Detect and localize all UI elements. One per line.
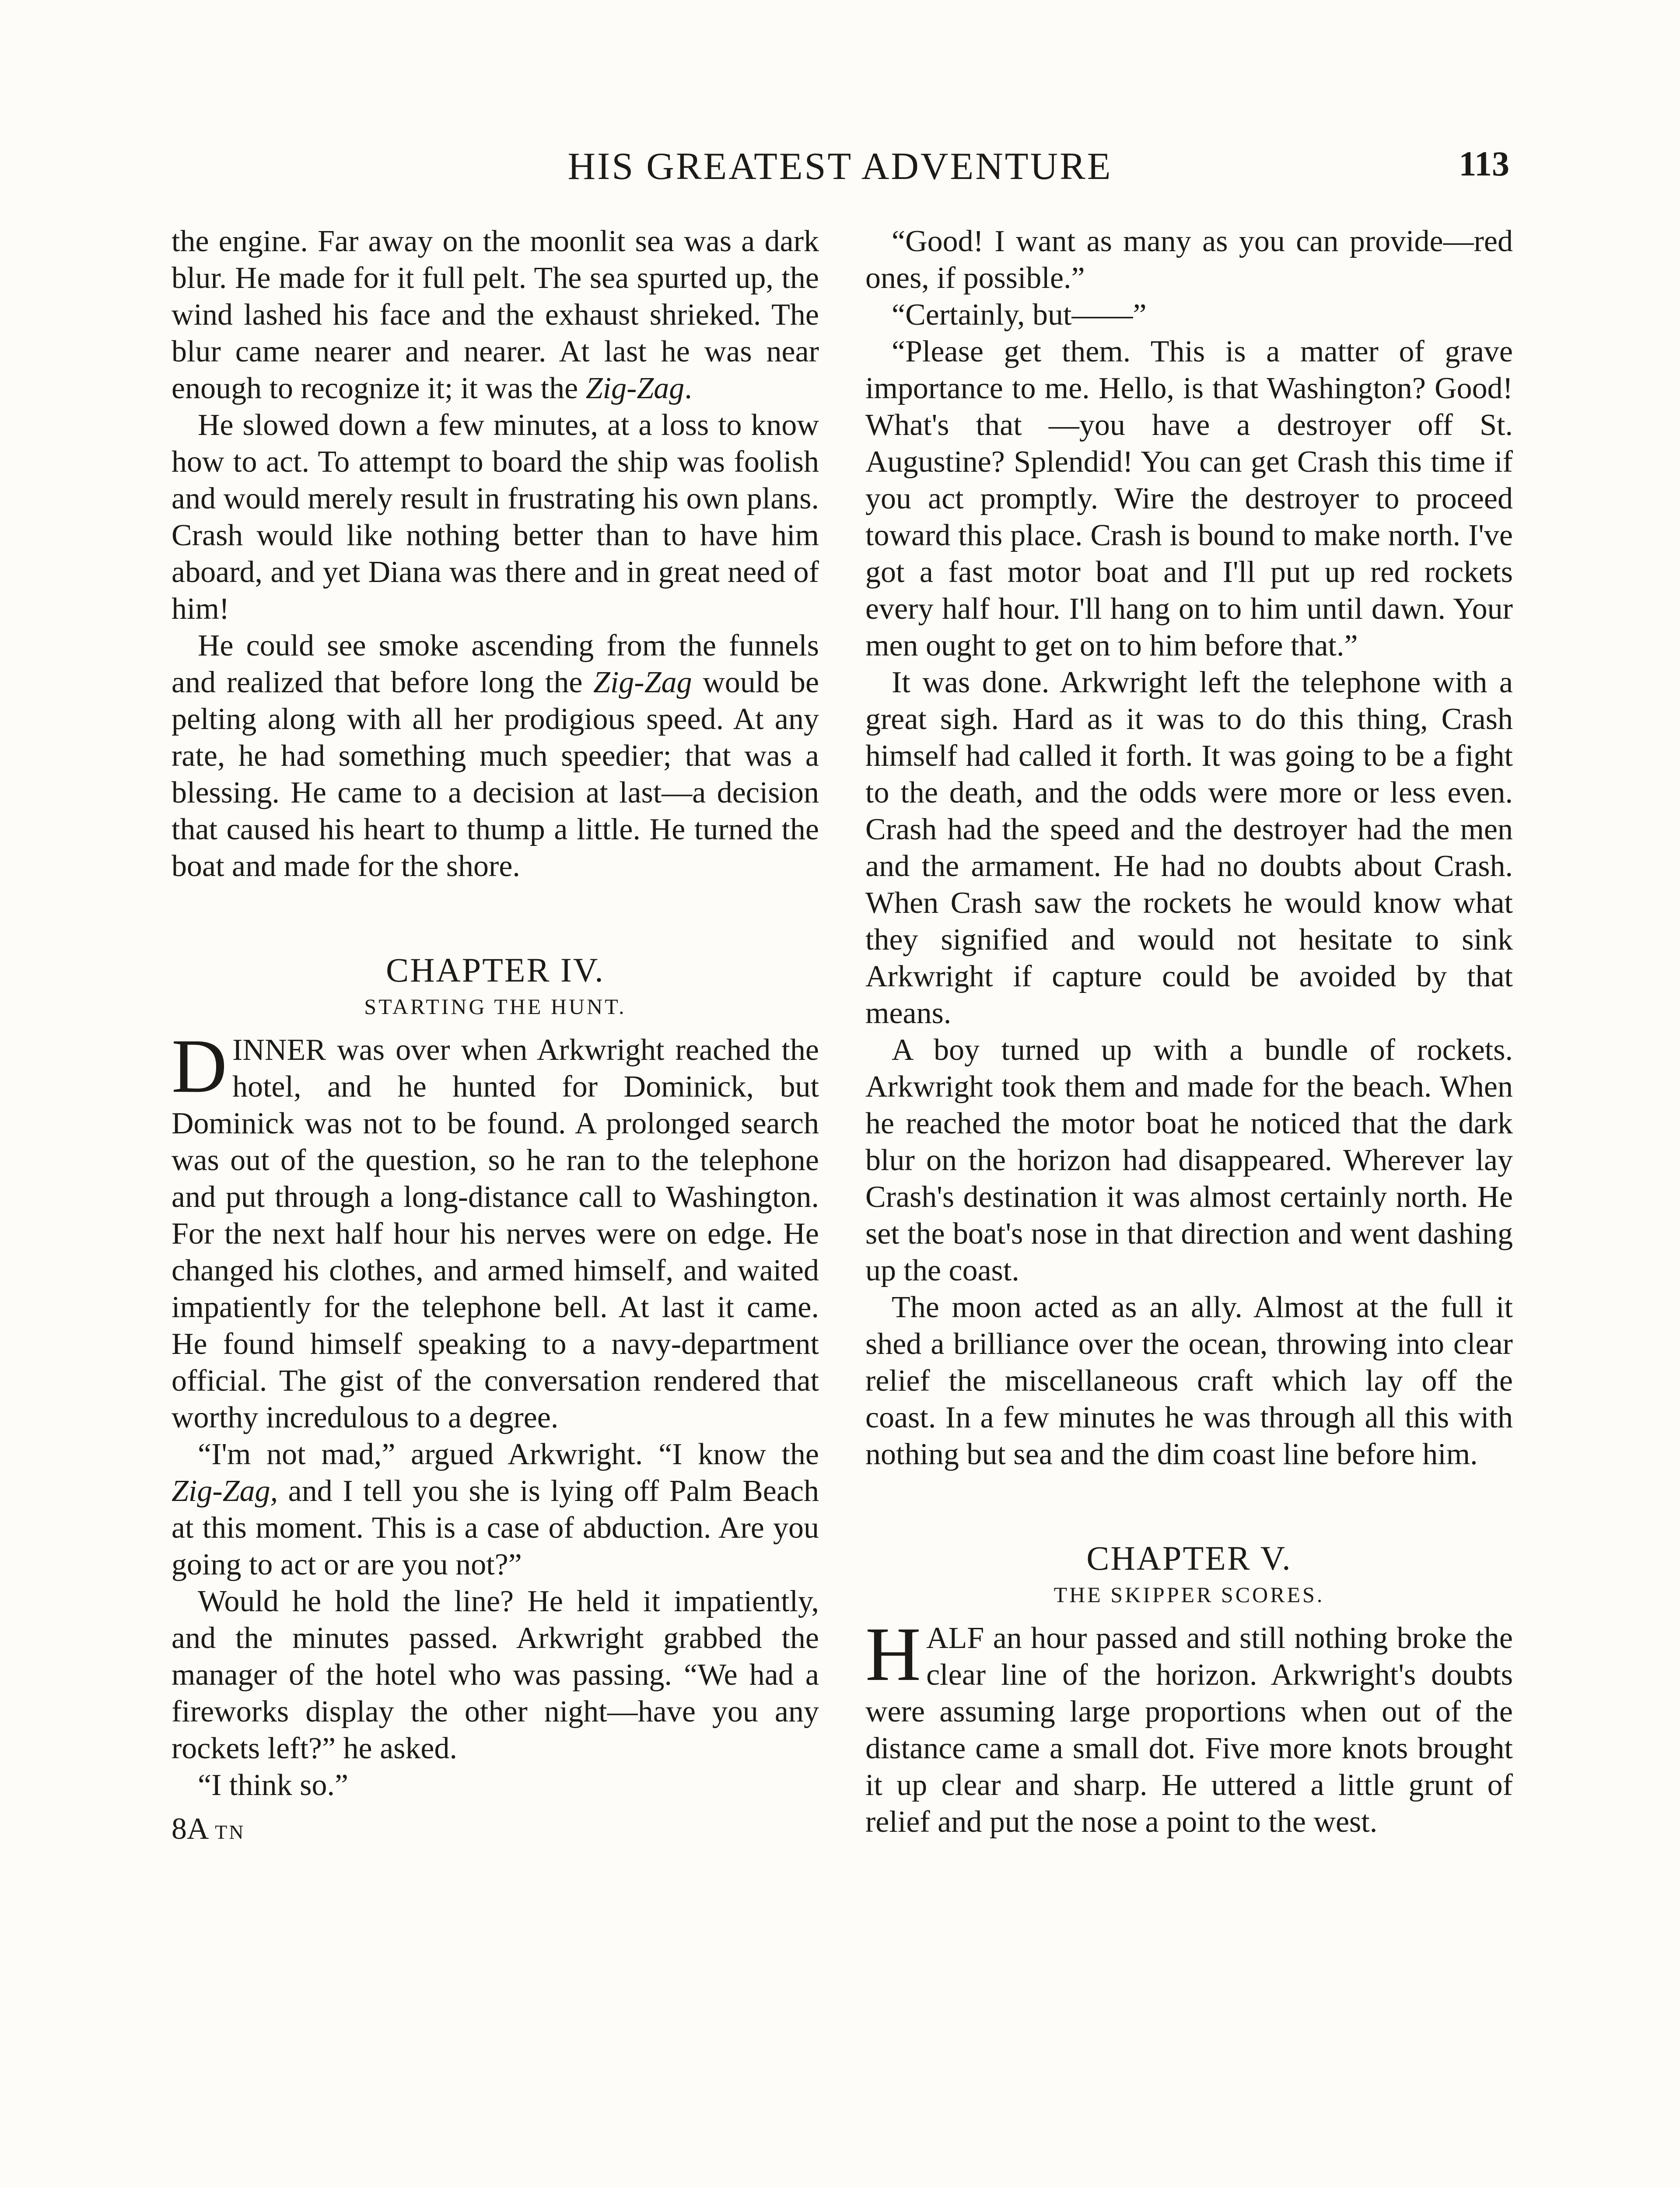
paragraph: the engine. Far away on the moonlit sea was a dark blur. He made for it full pelt. The sea spurted up, the wind lashed his face and the exhaust shrieked. The blur came nearer and nearer. At last he was near enough to recognize it; it was the Zig-Zag.	[172, 224, 819, 405]
printer-signature: 8A TN	[172, 1812, 245, 1846]
chapter-subtitle: THE SKIPPER SCORES.	[1054, 1582, 1325, 1607]
paragraph: It was done. Arkwright left the telephone with a great sigh. Hard as it was to do this thing, Crash himself had called it forth. It was going to be a fight to the death, and the odds were more or less even. Crash had the speed and the destroyer had the men and the armament. He had no doubts about Crash. When Crash saw the rockets he would know what they signified and would not hesitate to sink Arkwright if capture could be avoided by that means.	[865, 666, 1513, 1030]
paragraph: He slowed down a few minutes, at a loss to know how to act. To attempt to board the ship was foolish and would merely result in frustrating his own plans. Crash would like nothing better than to have him aboard, and yet Diana was there and in great need of him!	[172, 408, 819, 626]
chapter-subtitle: STARTING THE HUNT.	[364, 994, 626, 1019]
paragraph: “Please get them. This is a matter of grave importance to me. Hello, is that Washington? Good! What's that —you have a destroyer off St. Augustine? Splendid! You can get Crash this time if you act promptly. Wire the destroyer to proceed toward this place. Crash is bound to make north. I've got a fast motor boat and I'll put up red rockets every half hour. I'll hang on to him until dawn. Your men ought to get on to him before that.”	[865, 335, 1513, 663]
paragraph: “Good! I want as many as you can provide—red ones, if possible.”	[865, 224, 1513, 295]
right-column	[865, 223, 1513, 1841]
paragraph: Would he hold the line? He held it impatiently, and the minutes passed. Arkwright grabbed the manager of the hotel who was passing. “We had a fireworks display the other night—have you any rockets left?” he asked.	[172, 1585, 819, 1765]
page-number: 113	[1459, 145, 1509, 183]
chapter-title: CHAPTER IV.	[386, 951, 605, 989]
paragraph: HALF an hour passed and still nothing broke the clear line of the horizon. Arkwright's doubts were assuming large proportions when out of the distance came a small dot. Five more knots brought it up clear and sharp. He uttered a little grunt of relief and put the nose a point to the west.	[865, 1612, 1513, 1839]
drop-cap: H	[865, 1612, 921, 1697]
running-header	[171, 144, 1509, 193]
drop-cap: D	[172, 1024, 228, 1109]
paragraph: “Certainly, but——”	[892, 298, 1147, 332]
paragraph: “I'm not mad,” argued Arkwright. “I know the Zig-Zag, and I tell you she is lying off Palm Beach at this moment. This is a case of abduction. Are you going to act or are you not?”	[172, 1438, 819, 1581]
paragraph: A boy turned up with a bundle of rockets. Arkwright took them and made for the beach. When he reached the motor boat he noticed that the dark blur on the horizon had disappeared. Wherever lay Crash's destination it was almost certainly north. He set the boat's nose in that direction and went dashing up the coast.	[865, 1033, 1513, 1287]
paragraph: He could see smoke ascending from the funnels and realized that before long the Zig-Zag would be pelting along with all her prodigious speed. At any rate, he had something much speedier; that was a blessing. He came to a decision at last—a decision that caused his heart to thump a little. He turned the boat and made for the shore.	[172, 629, 819, 883]
running-title: HIS GREATEST ADVENTURE	[567, 145, 1113, 188]
left-column	[172, 223, 819, 1851]
chapter-title: CHAPTER V.	[1086, 1539, 1292, 1577]
paragraph: “I think so.”	[198, 1768, 349, 1802]
paragraph: The moon acted as an ally. Almost at the full it shed a brilliance over the ocean, throwing into clear relief the miscellaneous craft which lay off the coast. In a few minutes he was through all this with nothing but sea and the dim coast line before him.	[865, 1290, 1513, 1471]
paragraph: DINNER was over when Arkwright reached the hotel, and he hunted for Dominick, but Dominick was not to be found. A prolonged search was out of the question, so he ran to the telephone and put through a long-distance call to Washington. For the next half hour his nerves were on edge. He changed his clothes, and armed himself, and waited impatiently for the telephone bell. At last it came. He found himself speaking to a navy-department official. The gist of the conversation rendered that worthy incredulous to a degree.	[172, 1024, 819, 1434]
